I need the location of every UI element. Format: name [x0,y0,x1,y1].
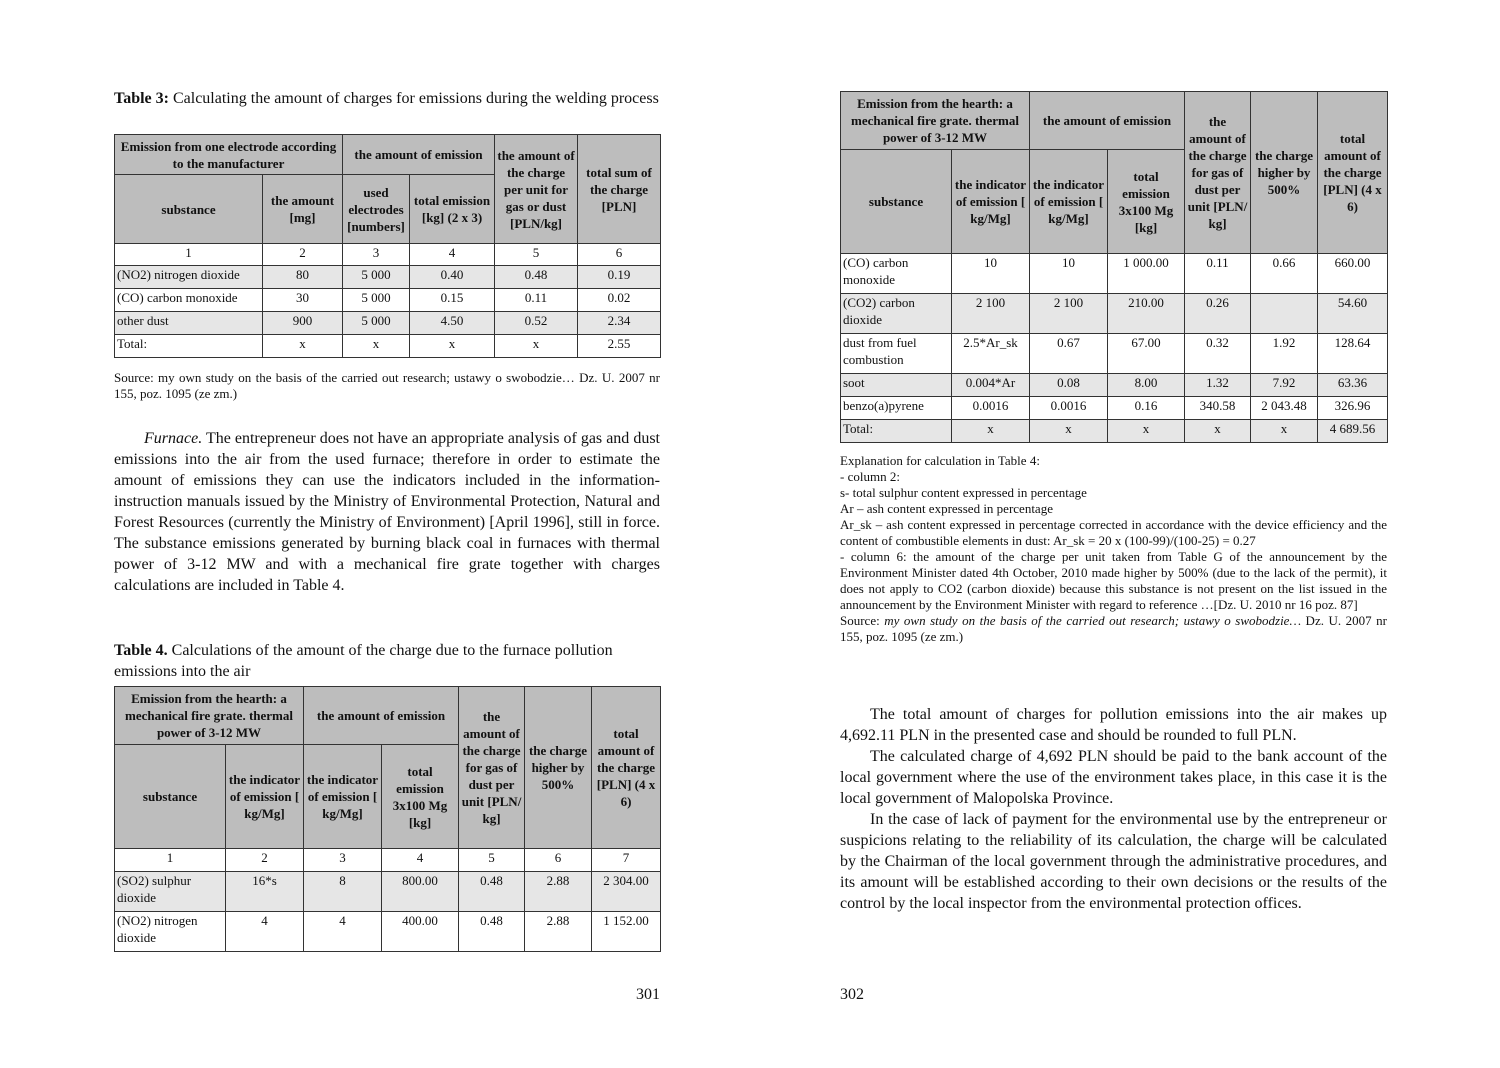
table-cell: 10 [952,254,1030,294]
table-cell: benzo(a)pyrene [841,397,952,420]
table-cell: (NO2) nitrogen dioxide [115,912,226,952]
t4c-header-higher: the charge higher by 500% [1251,92,1318,254]
explanation-col2: - column 2: [840,469,900,484]
table-cell: 4.50 [410,312,495,335]
table-row [115,872,661,912]
table-cell: 63.36 [1318,374,1388,397]
table-cell: 2 100 [952,294,1030,334]
t4-header-total: total amount of the charge [PLN] (4 x 6) [592,687,661,849]
table3-caption-label: Table 3: [114,90,169,107]
furnace-paragraph [114,428,660,596]
explanation-ar: Ar – ash content expressed in percentage [840,501,1053,516]
table-cell: x [263,335,343,358]
table-cell: 30 [263,289,343,312]
table-cell: 0.48 [459,912,525,952]
source-italic: my own study on the basis of the carried out research; ustawy o swobodzie… [884,613,1302,628]
table-cell: 0.11 [1185,254,1251,294]
table-cell: x [1185,420,1251,443]
table-cell: x [1251,420,1318,443]
right-page [840,0,1387,1068]
table-cell: 2 043.48 [1251,397,1318,420]
page-number-left: 301 [636,986,660,1003]
table-cell: 4 [226,912,304,952]
t4-colnum: 5 [459,849,525,872]
t4-header-group1: Emission from the hearth: a mechanical fire grate. thermal power of 3-12 MW [115,687,304,745]
table-cell: 0.26 [1185,294,1251,334]
table-cell: 8 [304,872,382,912]
table4-caption-text: Calculations of the amount of the charge due to the furnace pollution emissions into the air [114,642,613,680]
furnace-label: Furnace. [144,430,203,447]
table-cell: 2.88 [525,872,592,912]
table4-caption-label: Table 4. [114,642,168,659]
t3-colnum: 6 [578,244,661,266]
table-row [115,335,661,358]
table-cell: 0.0016 [1030,397,1108,420]
t4-header-total-emission: total emission 3x100 Mg [kg] [382,745,459,849]
t3-colnum: 3 [343,244,410,266]
table-cell: 0.16 [1108,397,1185,420]
table-cell: 800.00 [382,872,459,912]
closing-text [840,704,1387,914]
table-cell: 1 000.00 [1108,254,1185,294]
table-cell: 2.88 [525,912,592,952]
explanation-title: Explanation for calculation in Table 4: [840,453,1040,468]
left-page [114,0,660,1068]
t4-header-higher: the charge higher by 500% [525,687,592,849]
t4-colnum: 4 [382,849,459,872]
table-cell: 2 304.00 [592,872,661,912]
table-cell: 2.34 [578,312,661,335]
table-cell: 400.00 [382,912,459,952]
table-cell: x [952,420,1030,443]
table-cell: 128.64 [1318,334,1388,374]
t4c-header-total: total amount of the charge [PLN] (4 x 6) [1318,92,1388,254]
t4c-header-group1: Emission from the hearth: a mechanical fire grate. thermal power of 3-12 MW [841,92,1030,150]
table-cell: 1.92 [1251,334,1318,374]
table-cell: x [410,335,495,358]
table3 [114,134,661,358]
table-cell [1251,294,1318,334]
table-cell: 0.48 [495,266,578,289]
table-cell: 0.0016 [952,397,1030,420]
table3-caption [114,88,660,109]
t4c-header-substance: substance [841,150,952,254]
table-cell: 0.02 [578,289,661,312]
table-cell: 2 100 [1030,294,1108,334]
table-row [841,294,1388,334]
table-cell: Total: [841,420,952,443]
table-cell: 1 152.00 [592,912,661,952]
table-row [115,849,661,872]
t4-header-indicator: the indicator of emission [ kg/Mg] [304,745,382,849]
table-cell: 0.15 [410,289,495,312]
paragraph: The total amount of charges for pollution emissions into the air makes up 4,692.11 PLN in the presented case and should be rounded to full PLN. [840,706,1387,744]
t4-colnum: 2 [226,849,304,872]
table-cell: 5 000 [343,312,410,335]
t4c-header-indicator: the indicator of emission [ kg/Mg] [1030,150,1108,254]
t4c-header-charge-unit: the amount of the charge for gas of dust per unit [PLN/ kg] [1185,92,1251,254]
table-cell: (CO) carbon monoxide [841,254,952,294]
table-cell: x [343,335,410,358]
t3-header-group2: the amount of emission [343,135,495,175]
table3-caption-text: Calculating the amount of charges for emissions during the welding process [168,90,659,107]
t3-colnum: 5 [495,244,578,266]
furnace-text: The entrepreneur does not have an appropriate analysis of gas and dust emissions into the air from the used furnace; therefore in order to estimate the amount of emissions they can use the indicators included in the information-instruction manuals issued by the Ministry of Environmental Protection, Natural and Forest Resources (currently the Ministry of Environment) [April 1996], still in force. The substance emissions generated by burning black coal in furnaces with thermal power of 3-12 MW and with a mechanical fire grate together with charges calculations are included in Table 4. [114,430,660,594]
table3-source [114,370,660,402]
table4-explanation [840,453,1387,645]
table-row [841,374,1388,397]
table-cell: 2.55 [578,335,661,358]
t4-colnum: 6 [525,849,592,872]
t4-header-charge-unit: the amount of the charge for gas of dust per unit [PLN/ kg] [459,687,525,849]
explanation-source [840,613,1387,645]
table-cell: (CO) carbon monoxide [115,289,263,312]
t4-colnum: 1 [115,849,226,872]
table-row [115,289,661,312]
table-cell: 16*s [226,872,304,912]
table-cell: 0.40 [410,266,495,289]
t3-header-amount-mg: the amount [mg] [263,175,343,244]
table4-caption [114,640,660,682]
t3-colnum: 4 [410,244,495,266]
table-cell: 8.00 [1108,374,1185,397]
table-cell: 0.004*Ar [952,374,1030,397]
table-cell: soot [841,374,952,397]
table4 [114,686,661,952]
table-cell: Total: [115,335,263,358]
table-cell: 0.19 [578,266,661,289]
table-cell: 900 [263,312,343,335]
table-cell: (SO2) sulphur dioxide [115,872,226,912]
explanation-col6: - column 6: the amount of the charge per unit taken from Table G of the announcement by the Environment Minister dated 4th October, 2010 made higher by 500% (due to the lack of the permit), it does not apply to CO2 (carbon dioxide) because this substance is not present on the list issued in the announcement by the Environment Minister with regard to reference …[Dz. U. 2010 nr 16 poz. 87] [840,549,1387,612]
table-row [841,334,1388,374]
table-cell: 0.52 [495,312,578,335]
table-cell: 67.00 [1108,334,1185,374]
table-cell: (NO2) nitrogen dioxide [115,266,263,289]
table-cell: 1.32 [1185,374,1251,397]
table-row [115,312,661,335]
table-cell: 660.00 [1318,254,1388,294]
t3-header-total-sum: total sum of the charge [PLN] [578,135,661,244]
explanation-s: s- total sulphur content expressed in percentage [840,485,1087,500]
table-cell: 0.08 [1030,374,1108,397]
table-cell: 340.58 [1185,397,1251,420]
table-cell: 7.92 [1251,374,1318,397]
table-cell: x [495,335,578,358]
table-cell: 10 [1030,254,1108,294]
t4c-header-total-emission: total emission 3x100 Mg [kg] [1108,150,1185,254]
t4c-header-group2: the amount of emission [1030,92,1185,150]
t3-header-amount-charge: the amount of the charge per unit for gas or dust [PLN/kg] [495,135,578,244]
source-note: Source: my own study on the basis of the carried out research; ustawy o swobodzie… Dz. U. 2007 nr 155, poz. 1095 (ze zm.) [114,370,660,401]
t4-header-substance: substance [115,745,226,849]
table-cell: 2.5*Ar_sk [952,334,1030,374]
paragraph: In the case of lack of payment for the environmental use by the entrepreneur or suspicions relating to the reliability of its calculation, the charge will be calculated by the Chairman of the local government through the administrative procedures, and its amount will be established according to their own decisions or the results of the control by the local inspector from the environmental protection offices. [840,811,1387,912]
table-cell: 80 [263,266,343,289]
table-cell: 0.11 [495,289,578,312]
table-cell: 0.66 [1251,254,1318,294]
t4-colnum: 3 [304,849,382,872]
table-cell: 5 000 [343,289,410,312]
t3-header-substance: substance [115,175,263,244]
table-cell: x [1030,420,1108,443]
table-cell: 4 [304,912,382,952]
table-row [841,254,1388,294]
source-suffix: Dz. U. 2007 nr 155, poz. 1095 (ze zm.) [840,613,1388,644]
table-cell: 210.00 [1108,294,1185,334]
table-cell: 0.48 [459,872,525,912]
t4-header-group2: the amount of emission [304,687,459,745]
t4c-header-indicator: the indicator of emission [ kg/Mg] [952,150,1030,254]
t4-header-indicator: the indicator of emission [ kg/Mg] [226,745,304,849]
source-prefix: Source: [840,613,885,628]
t3-header-group1: Emission from one electrode according to the manufacturer [115,135,343,175]
explanation-arsk: Ar_sk – ash content expressed in percentage corrected in accordance with the device efficiency and the content of combustible elements in dust: Ar_sk = 20 x (100-99)/(100-25) = 0.27 [840,517,1387,548]
paragraph: The calculated charge of 4,692 PLN should be paid to the bank account of the local government where the use of the environment takes place, in this case it is the local government of Malopolska Province. [840,748,1387,807]
t3-colnum: 2 [263,244,343,266]
table-cell: x [1108,420,1185,443]
t3-header-used-electrodes: used electrodes [numbers] [343,175,410,244]
table-cell: 5 000 [343,266,410,289]
table-row [115,912,661,952]
table-cell: other dust [115,312,263,335]
table-row [115,244,661,266]
page-number-right: 302 [840,986,864,1003]
t3-header-total-emission: total emission [kg] (2 x 3) [410,175,495,244]
table-cell: 0.32 [1185,334,1251,374]
table-row [115,266,661,289]
t3-colnum: 1 [115,244,263,266]
table-cell: (CO2) carbon dioxide [841,294,952,334]
table-cell: dust from fuel combustion [841,334,952,374]
t4-colnum: 7 [592,849,661,872]
table-cell: 4 689.56 [1318,420,1388,443]
table-cell: 54.60 [1318,294,1388,334]
table-cell: 0.67 [1030,334,1108,374]
table-row [841,397,1388,420]
table-cell: 326.96 [1318,397,1388,420]
table4-continued [840,91,1388,443]
table-row [841,420,1388,443]
